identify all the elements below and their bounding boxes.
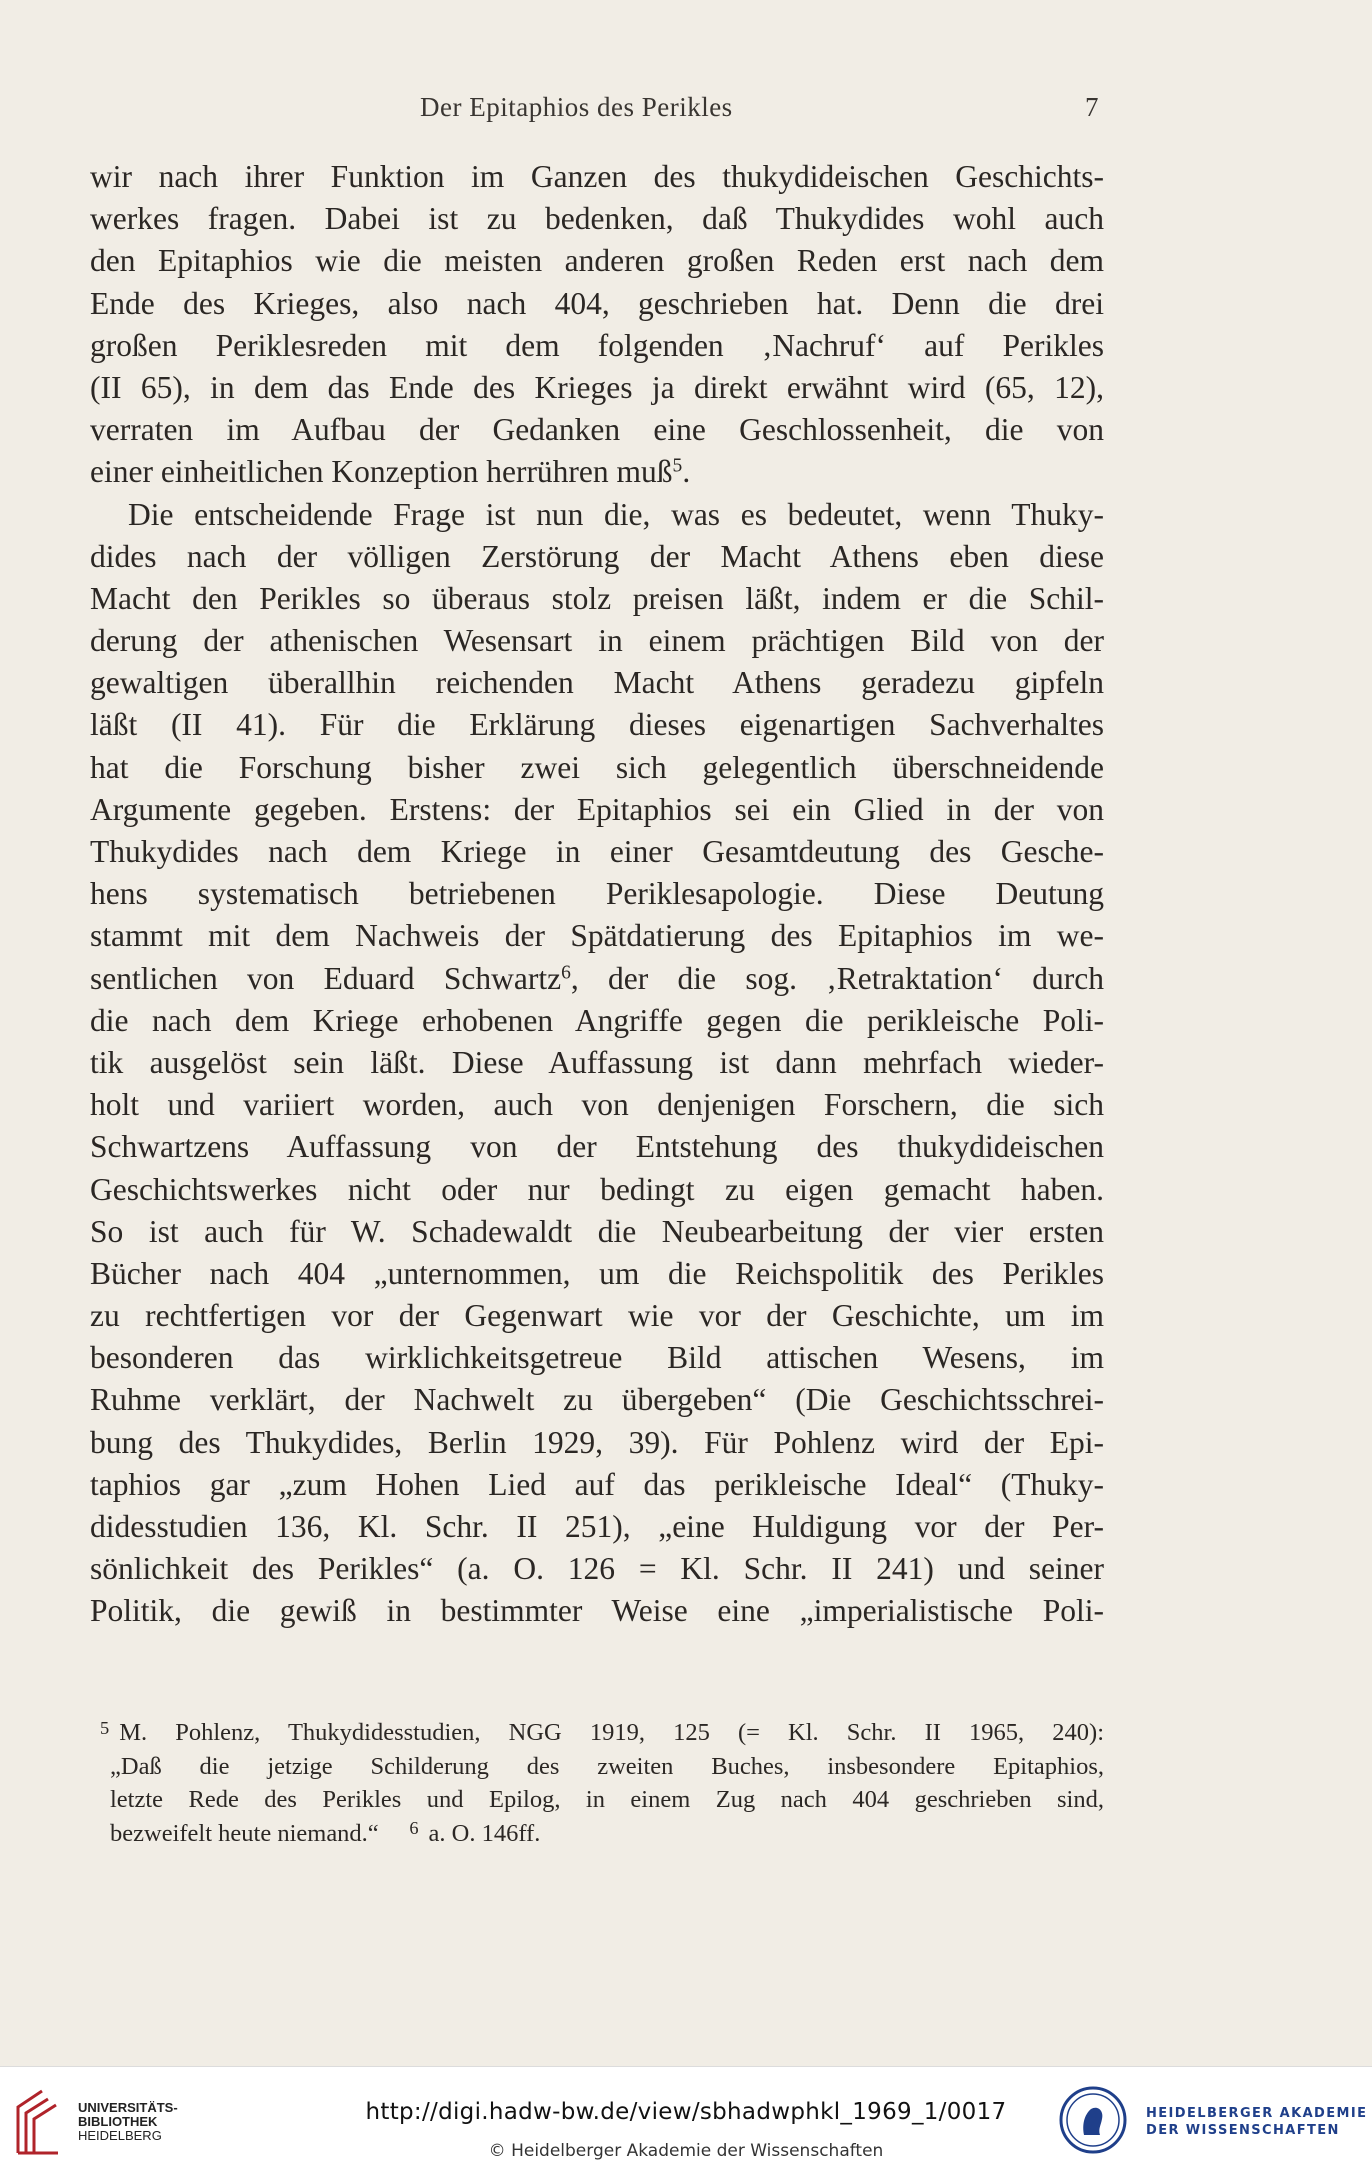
page-number: 7: [1085, 92, 1099, 122]
body-line-text: sentlichen von Eduard Schwartz: [90, 960, 562, 996]
body-line: Ende des Krieges, also nach 404, geschrieben hat. Denn die drei: [90, 285, 1104, 321]
body-line-text: , der die sog. ‚Retraktation‘ durch: [570, 960, 1104, 996]
footnote-line: [100, 1716, 1104, 1750]
body-line: (II 65), in dem das Ende des Krieges ja direkt erwähnt wird (65, 12),: [90, 369, 1104, 405]
footnote-text: bezweifelt heute niemand.“: [110, 1819, 379, 1847]
body-line: zu rechtfertigen vor der Gegenwart wie vor der Geschichte, um im: [90, 1298, 1104, 1334]
body-line: Ruhme verklärt, der Nachwelt zu übergeben“ (Die Geschichtsschrei-: [90, 1382, 1104, 1418]
footnote-text: M. Pohlenz, Thukydidesstudien, NGG 1919, 125 (= Kl. Schr. II 1965, 240):: [119, 1719, 1104, 1746]
body-line: läßt (II 41). Für die Erklärung dieses eigenartigen Sachverhaltes: [90, 707, 1104, 743]
body-line: dides nach der völligen Zerstörung der Macht Athens eben diese: [90, 538, 1104, 574]
body-line: die nach dem Kriege erhobenen Angriffe gegen die perikleische Poli-: [90, 1002, 1104, 1038]
academy-line: DER WISSENSCHAFTEN: [1146, 2123, 1340, 2138]
running-head-title: Der Epitaphios des Perikles: [420, 92, 733, 122]
body-line: werkes fragen. Dabei ist zu bedenken, daß Thukydides wohl auch: [90, 201, 1104, 237]
footnote-line: letzte Rede des Perikles und Epilog, in einem Zug nach 404 geschrieben sind,: [110, 1786, 1104, 1814]
body-line: [90, 958, 1104, 1000]
footnote-mark-5: 5: [100, 1717, 110, 1738]
body-line: Politik, die gewiß in bestimmter Weise eine „imperialistische Poli-: [90, 1593, 1104, 1629]
body-line-punct: .: [682, 454, 691, 490]
footnote-line: „Daß die jetzige Schilderung des zweiten Buches, insbesondere Epitaphios,: [110, 1752, 1104, 1780]
body-line: verraten im Aufbau der Gedanken eine Geschlossenheit, die von: [90, 412, 1104, 448]
body-line: didesstudien 136, Kl. Schr. II 251), „eine Huldigung vor der Per-: [90, 1509, 1104, 1544]
body-line: großen Periklesreden mit dem folgenden ‚Nachruf‘ auf Perikles: [90, 327, 1104, 363]
body-line: bung des Thukydides, Berlin 1929, 39). Für Pohlenz wird der Epi-: [90, 1424, 1104, 1460]
body-line: Schwartzens Auffassung von der Entstehung des thukydideischen: [90, 1129, 1104, 1165]
footnote-mark-6: 6: [409, 1818, 419, 1839]
footnote-ref-6: 6: [561, 961, 571, 983]
footnotes: [100, 1716, 1104, 1850]
ub-line: HEIDELBERG: [78, 2128, 162, 2143]
body-line: So ist auch für W. Schadewaldt die Neubearbeitung der vier ersten: [90, 1213, 1104, 1249]
body-line: stammt mit dem Nachweis der Spätdatierung des Epitaphios im we-: [90, 918, 1104, 954]
body-line: wir nach ihrer Funktion im Ganzen des thukydideischen Geschichts-: [90, 159, 1104, 194]
body-text: [90, 156, 1104, 1633]
body-line: [90, 451, 1104, 493]
copyright-text: © Heidelberger Akademie der Wissenschaften: [488, 2141, 884, 2161]
ub-line: UNIVERSITÄTS-: [78, 2100, 178, 2115]
body-line: derung der athenischen Wesensart in einem prächtigen Bild von der: [90, 623, 1104, 659]
running-head: [0, 92, 1372, 132]
body-line: Argumente gegeben. Erstens: der Epitaphios sei ein Glied in der von: [90, 791, 1104, 827]
academy-name: [1146, 2105, 1367, 2139]
body-line: taphios gar „zum Hohen Lied auf das perikleische Ideal“ (Thuky-: [90, 1466, 1104, 1502]
footnote-line: [110, 1817, 1104, 1851]
viewer-footer: [0, 2066, 1372, 2173]
body-line: Macht den Perikles so überaus stolz preisen läßt, indem er die Schil-: [90, 580, 1104, 616]
body-line: holt und variiert worden, auch von denjenigen Forschern, die sich: [90, 1087, 1104, 1123]
body-line: tik ausgelöst sein läßt. Diese Auffassung ist dann mehrfach wieder-: [90, 1044, 1104, 1080]
body-line: sönlichkeit des Perikles“ (a. O. 126 = Kl. Schr. II 241) und seiner: [90, 1551, 1104, 1587]
body-line-text: einer einheitlichen Konzeption herrühren muß: [90, 454, 673, 490]
academy-seal-icon[interactable]: [1058, 2085, 1128, 2155]
academy-line: HEIDELBERGER AKADEMIE: [1146, 2106, 1368, 2121]
body-line: den Epitaphios wie die meisten anderen großen Reden erst nach dem: [90, 243, 1104, 279]
body-line: Geschichtswerkes nicht oder nur bedingt zu eigen gemacht haben.: [90, 1171, 1104, 1207]
body-line: Bücher nach 404 „unternommen, um die Reichspolitik des Perikles: [90, 1255, 1104, 1291]
footnote-ref-5: 5: [672, 455, 683, 477]
ub-line: BIBLIOTHEK: [78, 2114, 158, 2129]
body-line: gewaltigen überallhin reichenden Macht Athens geradezu gipfeln: [90, 665, 1104, 701]
body-line: Die entscheidende Frage ist nun die, was es bedeutet, wenn Thuky-: [128, 496, 1104, 532]
body-line: Thukydides nach dem Kriege in einer Gesamtdeutung des Gesche-: [90, 834, 1104, 869]
document-url-link[interactable]: http://digi.hadw-bw.de/view/sbhadwphkl_1969_1/0017: [365, 2099, 1007, 2125]
body-line: hat die Forschung bisher zwei sich gelegentlich überschneidende: [90, 749, 1104, 785]
body-line: hens systematisch betriebenen Periklesapologie. Diese Deutung: [90, 876, 1104, 912]
footnote-text: a. O. 146ff.: [428, 1819, 541, 1847]
body-line: besonderen das wirklichkeitsgetreue Bild attischen Wesens, im: [90, 1340, 1104, 1376]
